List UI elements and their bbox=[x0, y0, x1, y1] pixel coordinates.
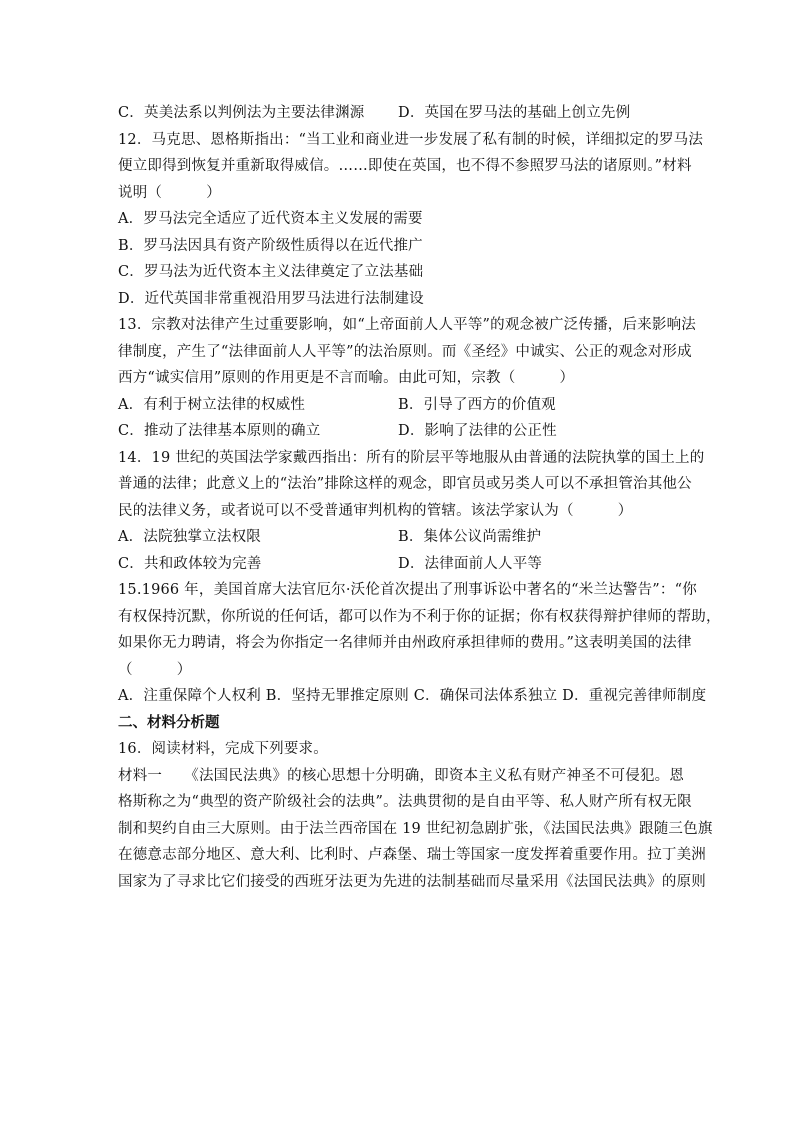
q12-stem-line: 说明（ ） bbox=[118, 184, 221, 201]
q12-option-b: B．罗马法因具有资产阶级性质得以在近代推广 bbox=[118, 237, 423, 254]
q13-option-d: D．影响了法律的公正性 bbox=[398, 423, 557, 439]
question-15 bbox=[118, 577, 721, 710]
q13-option-b: B．引导了西方的价值观 bbox=[398, 396, 556, 413]
q13-stem-line: 律制度，产生了“法律面前人人平等”的法治原则。而《圣经》中诚实、公正的观念对形成 bbox=[118, 343, 692, 360]
q15-stem-line: 有权保持沉默，你所说的任何话，都可以作为不利于你的证据；你有权获得辩护律师的帮助， bbox=[118, 608, 721, 625]
q11-option-c: C．英美法系以判例法为主要法律渊源 bbox=[118, 105, 365, 121]
q15-stem-line: （ ） bbox=[118, 661, 192, 678]
q16-material-line: 制和契约自由三大原则。由于法兰西帝国在 19 世纪初急剧扩张，《法国民法典》跟随三色旗 bbox=[118, 820, 713, 837]
q14-option-b: B．集体公议尚需维护 bbox=[398, 529, 542, 545]
question-13 bbox=[118, 312, 696, 445]
q13-options-row bbox=[118, 392, 678, 419]
q15-options: A．注重保障个人权利 B．坚持无罪推定原则 C．确保司法体系独立 D．重视完善律师制度 bbox=[118, 688, 707, 704]
q14-stem-line: 民的法律义务，或者说可以不受普通审判机构的管辖。该法学家认为（ ） bbox=[118, 502, 633, 519]
q16-material-line: 在德意志部分地区、意大利、比利时、卢森堡、瑞士等国家一度发挥着重要作用。拉丁美洲 bbox=[118, 847, 706, 863]
q14-stem-line: 普通的法律；此意义上的“法治”排除这样的观念，即官员或另类人可以不承担管治其他公 bbox=[118, 476, 692, 492]
q14-option-d: D．法律面前人人平等 bbox=[398, 555, 543, 572]
q16-material-line: 材料一 《法国民法典》的核心思想十分明确，即资本主义私有财产神圣不可侵犯。恩 bbox=[118, 767, 685, 784]
q13-stem-line: 13．宗教对法律产生过重要影响，如“上帝面前人人平等”的观念被广泛传播，后来影响法 bbox=[118, 317, 696, 333]
q16-material-line: 格斯称之为“典型的资产阶级社会的法典”。法典贯彻的是自由平等、私人财产所有权无限 bbox=[118, 794, 692, 810]
question-12 bbox=[118, 127, 704, 313]
q14-option-a: A．法院独掌立法权限 bbox=[118, 529, 261, 545]
q12-stem-line: 便立即得到恢复并重新取得威信。……即使在英国，也不得不参照罗马法的诸原则。”材料 bbox=[118, 158, 692, 174]
q15-stem-line: 15.1966 年，美国首席大法官厄尔·沃伦首次提出了刑事诉讼中著名的“米兰达警告”：“你 bbox=[118, 582, 697, 598]
q16-intro: 16．阅读材料，完成下列要求。 bbox=[118, 741, 328, 757]
q13-option-a: A．有利于树立法律的权威性 bbox=[118, 396, 306, 413]
question-14 bbox=[118, 445, 705, 578]
exam-page bbox=[118, 100, 721, 895]
section-title: 二、材料分析题 bbox=[118, 714, 220, 731]
q12-stem-line: 12．马克思、恩格斯指出：“当工业和商业进一步发展了私有制的时候，详细拟定的罗马法 bbox=[118, 131, 704, 148]
q15-stem-line: 如果你无力聘请，将会为你指定一名律师并由州政府承担律师的费用。”这表明美国的法律 bbox=[118, 635, 692, 651]
q11-options-row bbox=[118, 100, 678, 127]
q13-options-row bbox=[118, 418, 678, 445]
q12-option-c: C．罗马法为近代资本主义法律奠定了立法基础 bbox=[118, 264, 424, 280]
q13-stem-line: 西方“诚实信用”原则的作用更是不言而喻。由此可知，宗教（ ） bbox=[118, 370, 575, 386]
q12-option-a: A．罗马法完全适应了近代资本主义发展的需要 bbox=[118, 211, 423, 227]
q12-option-d: D．近代英国非常重视沿用罗马法进行法制建设 bbox=[118, 290, 424, 307]
q13-option-c: C．推动了法律基本原则的确立 bbox=[118, 423, 321, 439]
q14-options-row bbox=[118, 551, 678, 578]
question-16 bbox=[118, 736, 713, 895]
q14-options-row bbox=[118, 524, 678, 551]
q14-stem-line: 14．19 世纪的英国法学家戴西指出：所有的阶层平等地服从由普通的法院执掌的国土上的 bbox=[118, 449, 705, 466]
q16-material-line: 国家为了寻求比它们接受的西班牙法更为先进的法制基础而尽量采用《法国民法典》的原则 bbox=[118, 873, 706, 890]
q11-option-d: D．英国在罗马法的基础上创立先例 bbox=[398, 105, 631, 121]
q14-option-c: C．共和政体较为完善 bbox=[118, 555, 262, 572]
